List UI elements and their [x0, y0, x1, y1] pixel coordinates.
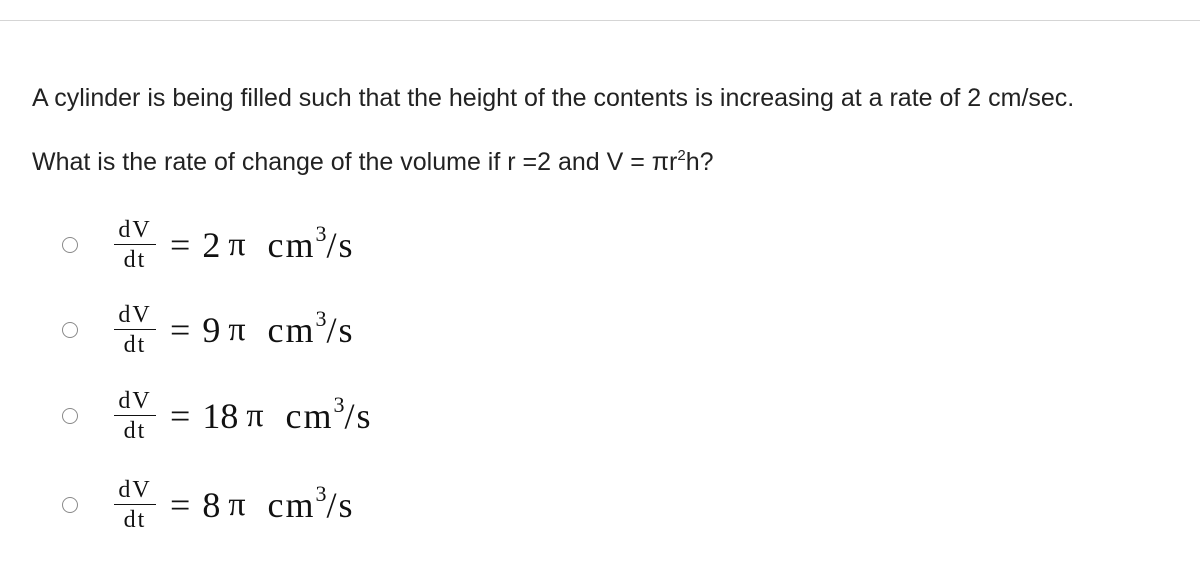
equals-sign: = — [170, 485, 191, 525]
coefficient: 18 — [202, 396, 239, 436]
fraction-denominator: dt — [123, 418, 147, 445]
answer-formula — [114, 389, 372, 444]
fraction-numerator: dV — [118, 216, 152, 243]
derivative-fraction — [114, 478, 156, 533]
radio-button[interactable] — [62, 497, 78, 513]
question-exponent: 2 — [677, 147, 686, 164]
unit — [285, 392, 373, 436]
coefficient: 9 — [202, 310, 221, 350]
unit-exponent: 3 — [315, 481, 327, 506]
unit-suffix: /s — [344, 396, 373, 436]
coefficient: 8 — [202, 485, 221, 525]
fraction-denominator: dt — [123, 247, 147, 274]
answer-option-2[interactable] — [62, 298, 354, 362]
derivative-fraction — [114, 389, 156, 444]
answer-formula — [114, 478, 354, 533]
unit-base: cm — [285, 396, 334, 436]
unit — [267, 481, 355, 525]
radio-button[interactable] — [62, 322, 78, 338]
pi-symbol: π — [246, 397, 264, 434]
coefficient: 2 — [202, 225, 221, 265]
question-line-2-text: What is the rate of change of the volume if r =2 and V = πr — [32, 148, 678, 176]
fraction-denominator: dt — [123, 507, 147, 534]
unit-base: cm — [267, 485, 316, 525]
unit-exponent: 3 — [315, 306, 327, 331]
unit-base: cm — [267, 310, 316, 350]
answer-option-3[interactable] — [62, 384, 372, 448]
unit-suffix: /s — [326, 310, 355, 350]
pi-symbol: π — [228, 486, 246, 523]
fraction-numerator: dV — [118, 387, 152, 414]
derivative-fraction — [114, 218, 156, 273]
unit-exponent: 3 — [333, 392, 345, 417]
fraction-numerator: dV — [118, 476, 152, 503]
question-line-1: A cylinder is being filled such that the height of the contents is increasing at a rate of 2 cm/sec. — [32, 84, 1075, 112]
derivative-fraction — [114, 303, 156, 358]
pi-symbol: π — [228, 311, 246, 348]
unit-suffix: /s — [326, 225, 355, 265]
answer-option-4[interactable] — [62, 473, 354, 537]
equals-sign: = — [170, 225, 191, 265]
answer-formula — [114, 303, 354, 358]
fraction-numerator: dV — [118, 301, 152, 328]
fraction-denominator: dt — [123, 332, 147, 359]
equals-sign: = — [170, 310, 191, 350]
pi-symbol: π — [228, 226, 246, 263]
radio-button[interactable] — [62, 408, 78, 424]
answer-option-1[interactable] — [62, 213, 354, 277]
radio-button[interactable] — [62, 237, 78, 253]
unit — [267, 306, 355, 350]
answer-formula — [114, 218, 354, 273]
unit-base: cm — [267, 225, 316, 265]
unit-suffix: /s — [326, 485, 355, 525]
unit — [267, 221, 355, 265]
equals-sign: = — [170, 396, 191, 436]
unit-exponent: 3 — [315, 221, 327, 246]
question-line-2-end: h? — [685, 148, 714, 176]
